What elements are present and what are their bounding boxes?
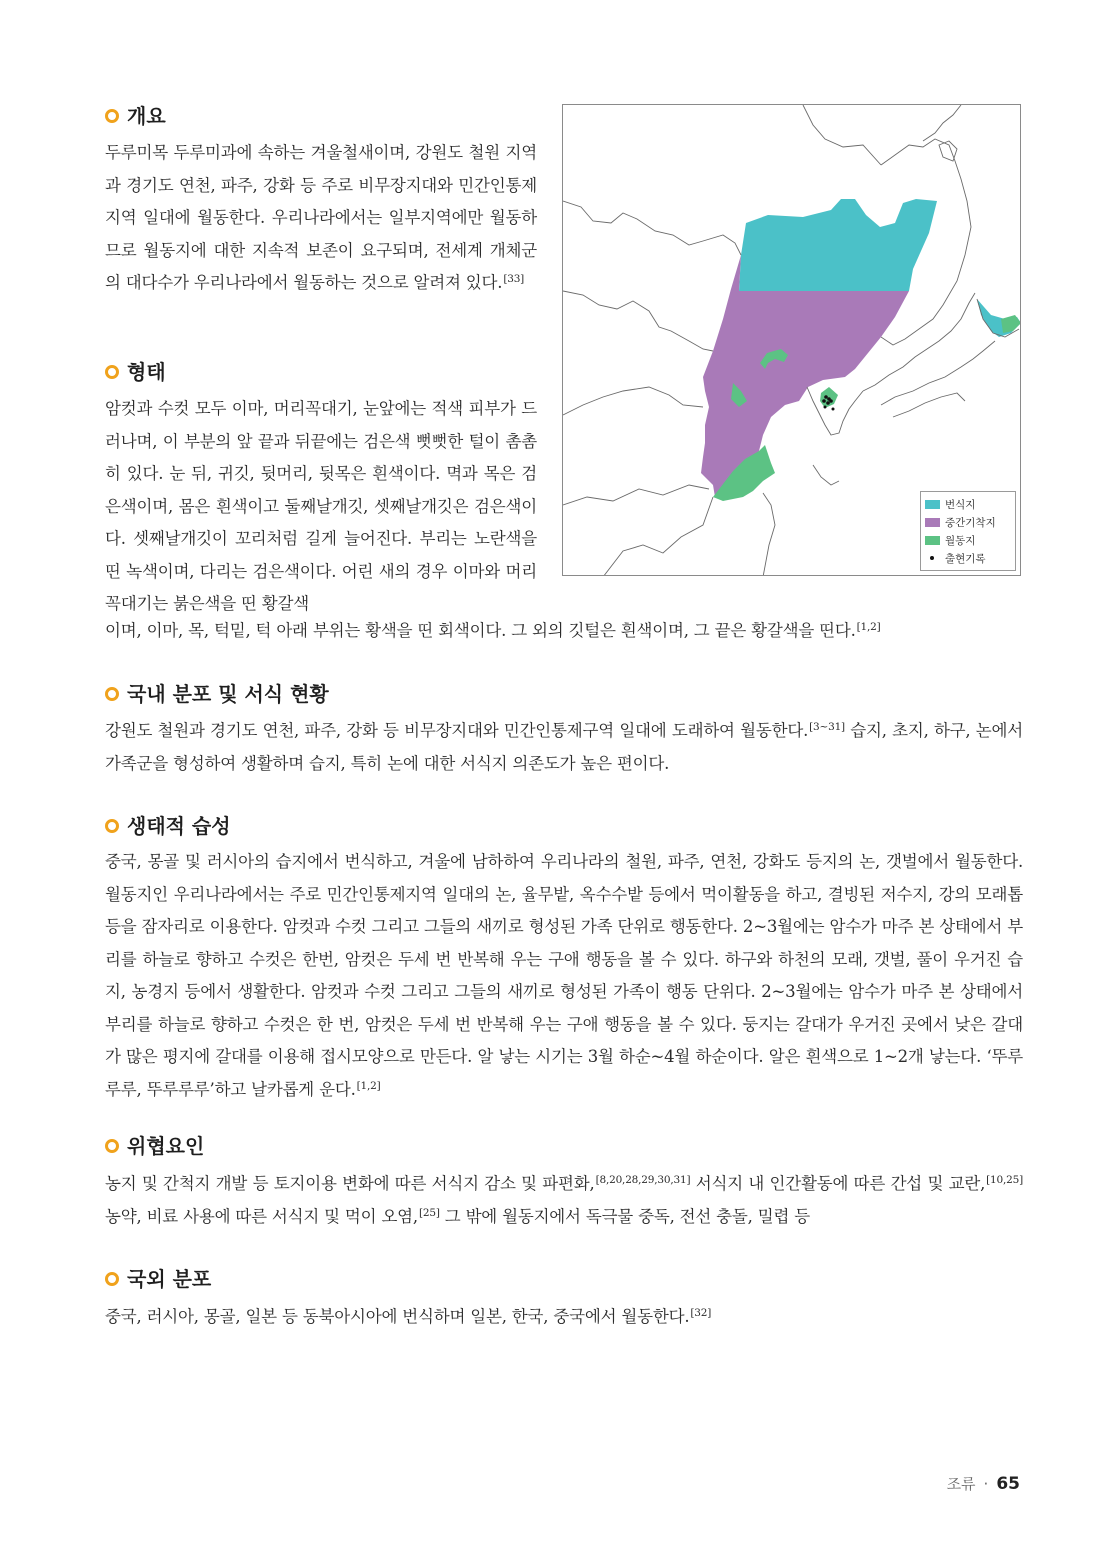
- stopover-area: [701, 255, 909, 497]
- ecology-title: 생태적 습성: [127, 814, 231, 838]
- morphology-text-continued: 이며, 이마, 목, 턱밑, 턱 아래 부위는 황색을 띤 회색이다. 그 외의 깃털은 흰색이며, 그 끝은 황갈색을 띤다.[1,2]: [105, 621, 881, 640]
- page-number: 65: [996, 1474, 1020, 1494]
- bullet-ring-icon: [105, 687, 119, 701]
- bullet-ring-icon: [105, 1272, 119, 1286]
- bullet-ring-icon: [105, 819, 119, 833]
- citation: [25]: [418, 1206, 440, 1219]
- legend-dot-icon: [930, 556, 934, 560]
- section-heading-overview: [105, 102, 166, 130]
- hokkaido-wintering: [1001, 315, 1021, 333]
- citation: [1,2]: [356, 1079, 381, 1092]
- bullet-ring-icon: [105, 365, 119, 379]
- section-heading-domestic: [105, 680, 329, 708]
- distribution-map: [562, 104, 1021, 576]
- legend-swatch: [925, 518, 940, 527]
- domestic-title: 국내 분포 및 서식 현황: [127, 682, 329, 706]
- legend-item-breeding: 번식지: [925, 495, 1011, 513]
- section-heading-threats: [105, 1132, 204, 1160]
- overview-text: 두루미목 두루미과에 속하는 겨울철새이며, 강원도 철원 지역과 경기도 연천, 파주, 강화 등 주로 비무장지대와 민간인통제지역 일대에 월동한다. 우리나라에서는 일부지역에만 월동하므로 월동지에 대한 지속적 보존이 요구되며, 전세계 개체군의 대다수가 우리나라에서 월동하는 것으로 알려져 있다.[33]: [105, 143, 537, 292]
- ecology-text: 중국, 몽골 및 러시아의 습지에서 번식하고, 겨울에 남하하여 우리나라의 철원, 파주, 연천, 강화도 등지의 논, 갯벌에서 월동한다. 월동지인 우리나라에서는 주로 민간인통제지역 일대의 논, 율무밭, 옥수수밭 등에서 먹이활동을 하고, 결빙된 저수지, 강의 모래톱 등을 잠자리로 이용한다. 암컷과 수컷 그리고 그들의 새끼로 형성된 가족 단위로 행동한다. 2~3월에는 암수가 마주 본 상태에서 부리를 하늘로 향하고 수컷은 한번, 암컷은 두세 번 반복해 우는 구애 행동을 볼 수 있다. 하구와 하천의 모래, 갯벌, 풀이 우거진 습지, 농경지 등에서 생활한다. 암컷과 수컷 그리고 그들의 새끼로 형성된 가족이 행동 단위다. 2~3월에는 암수가 마주 본 상태에서 부리를 하늘로 향하고 수컷은 한 번, 암컷은 두세 번 반복해 우는 구애 행동을 볼 수 있다. 둥지는 갈대가 우거진 곳에서 낮은 갈대가 많은 평지에 갈대를 이용해 접시모양으로 만든다. 알 낳는 시기는 3월 하순~4월 하순이다. 알은 흰색으로 1~2개 낳는다. ‘뚜루루루, 뚜루루루’하고 날카롭게 운다.[1,2]: [105, 852, 1023, 1099]
- legend-item-wintering: 월동지: [925, 531, 1011, 549]
- domestic-text: 강원도 철원과 경기도 연천, 파주, 강화 등 비무장지대와 민간인통제구역 일대에 도래하여 월동한다.[3~31] 습지, 초지, 하구, 논에서 가족군을 형성하여 생활하며 습지, 특히 논에 대한 서식지 의존도가 높은 편이다.: [105, 721, 1023, 773]
- record-point: [829, 399, 833, 403]
- bullet-ring-icon: [105, 1139, 119, 1153]
- record-point: [824, 406, 827, 409]
- legend-swatch: [925, 536, 940, 545]
- record-point: [826, 401, 830, 405]
- breeding-area: [739, 199, 937, 291]
- section-heading-morphology: [105, 358, 166, 386]
- threats-text: 농지 및 간척지 개발 등 토지이용 변화에 따른 서식지 감소 및 파편화,[8,20,28,29,30,31] 서식지 내 인간활동에 따른 간섭 및 교란,[10,25] 농약, 비료 사용에 따른 서식지 및 먹이 오염,[25] 그 밖에 월동지에서 독극물 중독, 전선 충돌, 밀렵 등: [105, 1174, 1023, 1226]
- morphology-title: 형태: [127, 360, 166, 384]
- record-point: [822, 399, 826, 403]
- morphology-text: 암컷과 수컷 모두 이마, 머리꼭대기, 눈앞에는 적색 피부가 드러나며, 이 부분의 앞 끝과 뒤끝에는 검은색 뻣뻣한 털이 촘촘히 있다. 눈 뒤, 귀깃, 뒷머리, 뒷목은 흰색이다. 멱과 목은 검은색이며, 몸은 흰색이고 둘째날개깃, 셋째날개깃은 검은색이다. 셋째날개깃이 꼬리처럼 길게 늘어진다. 부리는 노란색을 띤 녹색이며, 다리는 검은색이다. 어린 새의 경우 이마와 머리꼭대기는 붉은색을 띤 황갈색: [105, 399, 537, 613]
- overseas-text: 중국, 러시아, 몽골, 일본 등 동북아시아에 번식하며 일본, 한국, 중국에서 월동한다.[32]: [105, 1307, 712, 1326]
- legend-swatch: [925, 500, 940, 509]
- citation: [32]: [690, 1307, 712, 1319]
- overseas-title: 국외 분포: [127, 1267, 212, 1291]
- page-footer: [947, 1473, 1020, 1494]
- threats-title: 위협요인: [127, 1134, 205, 1158]
- citation: [33]: [503, 273, 525, 285]
- section-heading-overseas: [105, 1265, 211, 1293]
- map-legend: [920, 491, 1016, 571]
- citation: [8,20,28,29,30,31]: [595, 1174, 691, 1186]
- legend-item-record: 출현기록: [925, 549, 1011, 567]
- legend-item-stopover: 중간기착지: [925, 513, 1011, 531]
- citation: [1,2]: [856, 621, 881, 633]
- section-heading-ecology: [105, 812, 231, 840]
- overview-title: 개요: [127, 104, 166, 128]
- citation: [10,25]: [986, 1174, 1023, 1186]
- record-point: [824, 395, 828, 399]
- record-point: [832, 408, 835, 411]
- citation: [3~31]: [809, 721, 845, 733]
- footer-separator: ·: [983, 1475, 989, 1493]
- footer-category: 조류: [946, 1475, 976, 1493]
- bullet-ring-icon: [105, 109, 119, 123]
